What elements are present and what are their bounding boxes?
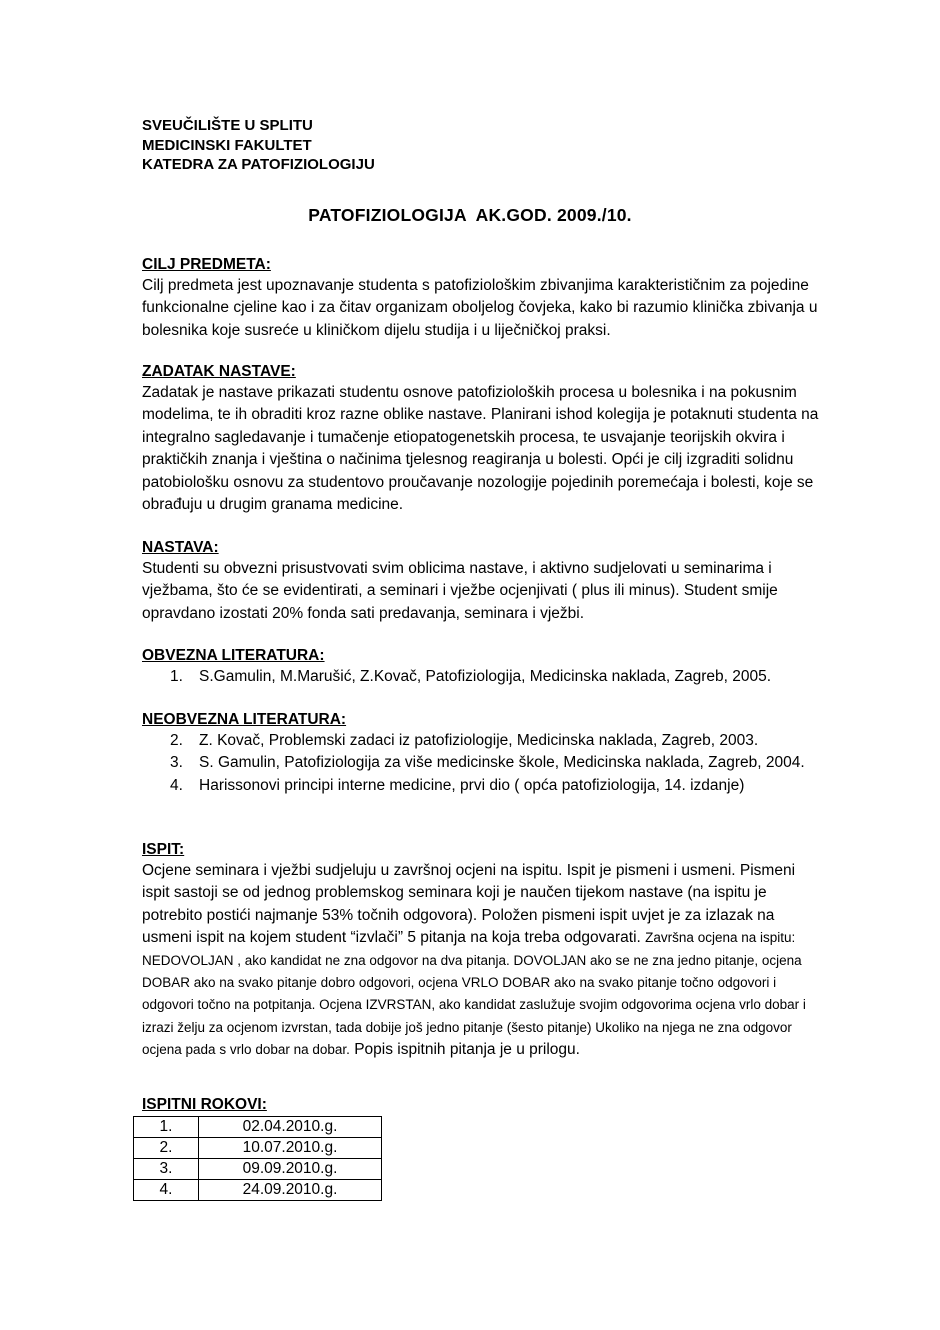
- institution-header: [142, 116, 375, 175]
- section-ispit: [142, 840, 822, 1062]
- literature-list: [142, 730, 822, 797]
- literature-list: [142, 666, 822, 688]
- document-title: PATOFIZIOLOGIJA AK.GOD. 2009./10.: [308, 205, 632, 225]
- section-heading: OBVEZNA LITERATURA:: [142, 647, 325, 664]
- section-heading: NEOBVEZNA LITERATURA:: [142, 711, 347, 728]
- section-ispitni-rokovi: [142, 1095, 822, 1201]
- list-item: 3. S. Gamulin, Patofiziologija za više medicinske škole, Medicinska naklada, Zagreb, 2004.: [170, 754, 805, 772]
- section-cilj: [142, 255, 822, 342]
- list-item: 4. Harissonovi principi interne medicine, prvi dio ( opća patofiziologija, 14. izdanje): [170, 776, 745, 794]
- list-item: 2. Z. Kovač, Problemski zadaci iz patofiziologije, Medicinska naklada, Zagreb, 2003.: [170, 732, 759, 749]
- table-row: 4. 24.09.2010.g.: [134, 1180, 382, 1201]
- section-text: Studenti su obvezni prisustvovati svim oblicima nastave, i aktivno sudjelovati u seminarima i vježbama, što će se evidentirati, a seminari i vježbe ocjenjivati ( plus ili minus). Student smije opravdano izostati 20% fonda sati predavanja, seminara i vježbi.: [142, 560, 778, 622]
- section-text: Cilj predmeta jest upoznavanje studenta s patofiziološkim zbivanjima karakterističnim za pojedine funkcionalne cjeline kao i za čitav organizam oboljelog čovjeka, kako bi razumio klinička zbivanja u bolesnika koje susreće u kliničkom dijelu studija i u liječničkoj praksi.: [142, 277, 818, 339]
- table-row: 3. 09.09.2010.g.: [134, 1159, 382, 1180]
- section-heading: CILJ PREDMETA:: [142, 256, 271, 273]
- department-name: KATEDRA ZA PATOFIZIOLOGIJU: [142, 156, 375, 173]
- section-heading: NASTAVA:: [142, 539, 219, 556]
- table-row: 1. 02.04.2010.g.: [134, 1117, 382, 1138]
- table-row: 2. 10.07.2010.g.: [134, 1138, 382, 1159]
- section-text: Zadatak je nastave prikazati studentu osnove patofizioloških procesa u bolesnika i na pokusnim modelima, te ih obraditi kroz razne oblike nastave. Planirani ishod kolegija je potaknuti studenta na integralno sagledavanje i tumačenje etiopatogenetskih procesa, te usvajanje teorijskih okvira i praktičkih znanja i vještina o načinima tjelesnog reagiranja u bolesti. Opći je cilj izgraditi solidnu patobiološku osnovu za studentovo proučavanje nozologije pojedinih poremećaja i bolesti, koje se obrađuju u drugim granama medicine.: [142, 384, 819, 514]
- section-heading: ISPIT:: [142, 841, 185, 858]
- section-obvezna-literatura: [142, 646, 822, 688]
- section-nastava: [142, 538, 822, 625]
- university-name: SVEUČILIŠTE U SPLITU: [142, 117, 313, 134]
- section-zadatak: [142, 362, 822, 516]
- section-neobvezna-literatura: [142, 710, 822, 797]
- section-heading: ISPITNI ROKOVI:: [142, 1096, 267, 1113]
- exam-dates-table: [133, 1116, 382, 1201]
- section-text: Ocjene seminara i vježbi sudjeluju u završnoj ocjeni na ispitu. Ispit je pismeni i usmeni. Pismeni ispit sastoji se od jednog problemskog seminara koji je naučen tijekom nastave (na ispitu je potrebito postići najmanje 53% točnih odgovora). Položen pismeni ispit uvjet je za izlazak na usmeni ispit na kojem student “izvlači” 5 pitanja na koja treba odgovarati. Završna ocjena na ispitu: NEDOVOLJAN , ako kandidat ne zna odgovor na dva pitanja. DOVOLJAN ako se ne zna jedno pitanje, ocjena DOBAR ako na svako pitanje dobro odgovori, ocjena VRLO DOBAR ako na svako pitanje točno odgovori i odgovori točno na potpitanja. Ocjena IZVRSTAN, ako kandidat zaslužuje svojim odgovorima ocjena vrlo dobar i izrazi želju za ocjenom izvrstan, tada dobije još jedno pitanje (šesto pitanje) Ukoliko na njega ne zna odgovor ocjena pada s vrlo dobar na dobar. Popis ispitnih pitanja je u prilogu.: [142, 862, 806, 1059]
- list-item: 1. S.Gamulin, M.Marušić, Z.Kovač, Patofiziologija, Medicinska naklada, Zagreb, 2005.: [170, 668, 772, 685]
- faculty-name: MEDICINSKI FAKULTET: [142, 136, 312, 154]
- section-heading: ZADATAK NASTAVE:: [142, 363, 296, 380]
